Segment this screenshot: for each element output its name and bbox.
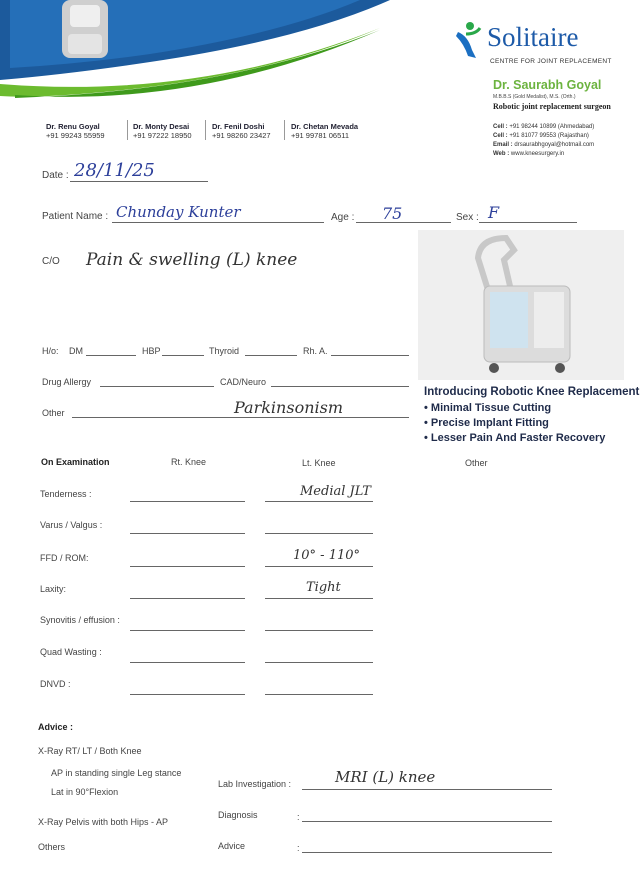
robot-ad-heading: Introducing Robotic Knee Replacement (424, 386, 640, 398)
rt-knee-line (130, 694, 245, 695)
diagnosis-colon: : (297, 812, 300, 822)
exam-row-lt-value: Medial JLT (300, 484, 371, 499)
xray-pelvis-label: X-Ray Pelvis with both Hips - AP (38, 817, 169, 827)
lt-knee-line (265, 630, 373, 631)
rt-knee-line (130, 533, 245, 534)
drug-allergy-line (100, 386, 214, 387)
sex-label: Sex : (456, 212, 479, 223)
patient-name-value: Chunday Kunter (116, 203, 241, 221)
clinic-tagline: CENTRE FOR JOINT REPLACEMENT (490, 58, 612, 65)
advice-colon: : (297, 843, 300, 853)
age-label: Age : (331, 212, 355, 223)
lab-investigation-line (302, 789, 552, 790)
lab-investigation-label: Lab Investigation : (218, 779, 292, 789)
xray-knee-label: X-Ray RT/ LT / Both Knee (38, 746, 142, 756)
exam-col-other: Other (465, 458, 488, 468)
exam-row-label: Quad Wasting : (40, 647, 102, 657)
contact-line: Web : www.kneesurgery.in (493, 151, 565, 157)
rt-knee-line (130, 598, 245, 599)
diagnosis-line (302, 821, 552, 822)
others-label: Others (38, 842, 66, 852)
exam-title: On Examination (41, 457, 110, 467)
exam-row-label: Varus / Valgus : (40, 520, 103, 530)
associate-doctor: Dr. Chetan Mevada +91 99781 06511 (291, 122, 359, 140)
patient-name-label: Patient Name : (42, 211, 109, 222)
other-label: Other (42, 408, 65, 418)
doctor-name: Dr. Saurabh Goyal (493, 78, 602, 92)
date-line (70, 181, 208, 182)
lt-knee-line (265, 533, 373, 534)
clinic-logo-icon (454, 20, 484, 60)
hbp-label: HBP (142, 346, 161, 356)
robot-ad-bullets (424, 401, 605, 446)
age-line (356, 222, 451, 223)
co-value: Pain & swelling (L) knee (86, 250, 298, 270)
exam-row-label: DNVD : (40, 679, 71, 689)
rt-knee-line (130, 662, 245, 663)
ho-label: H/o: (42, 346, 59, 356)
associate-doctor: Dr. Renu Goyal +91 99243 55959 (46, 122, 105, 140)
thyroid-label: Thyroid (209, 346, 240, 356)
ad-bullet: • Minimal Tissue Cutting (424, 402, 552, 414)
associate-doctor: Dr. Fenil Doshi +91 98260 23427 (212, 122, 271, 140)
rha-line (331, 355, 409, 356)
contact-line: Email : drsaurabhgoyal@hotmail.com (493, 142, 595, 148)
lt-knee-line (265, 662, 373, 663)
lab-investigation-value: MRI (L) knee (335, 768, 436, 786)
rt-knee-line (130, 630, 245, 631)
diagnosis-label: Diagnosis (218, 810, 258, 820)
dm-label: DM (69, 346, 83, 356)
ad-bullet: • Precise Implant Fitting (424, 417, 549, 429)
robot-ad-image (418, 230, 624, 380)
dm-line (86, 355, 136, 356)
contact-line: Cell : +91 81077 99553 (Rajasthan) (493, 133, 589, 139)
exam-col-rt: Rt. Knee (171, 457, 207, 467)
rt-knee-line (130, 501, 245, 502)
sex-value: F (488, 203, 500, 222)
exam-row-label: Tenderness : (40, 489, 92, 499)
patient-name-line (112, 222, 324, 223)
date-value: 28/11/25 (74, 160, 155, 181)
other-value: Parkinsonism (234, 398, 343, 417)
exam-row-lt-value: 10° - 110° (293, 548, 361, 563)
doctor-degrees: M.B.B.S (Gold Medalist), M.S. (Orth.) (493, 94, 576, 100)
advice-label: Advice (218, 841, 246, 851)
advice-title: Advice : (38, 722, 74, 732)
sex-line (479, 222, 577, 223)
lat-flexion-label: Lat in 90°Flexion (51, 787, 119, 797)
other-line (72, 417, 409, 418)
cad-line (271, 386, 409, 387)
ap-stance-label: AP in standing single Leg stance (51, 768, 182, 778)
thyroid-line (245, 355, 297, 356)
exam-row-label: FFD / ROM: (40, 553, 89, 563)
rha-label: Rh. A. (303, 346, 328, 356)
date-label: Date : (42, 170, 69, 181)
clinic-name: Solitaire (487, 22, 579, 52)
exam-row-label: Laxity: (40, 584, 67, 594)
drug-allergy-label: Drug Allergy (42, 377, 92, 387)
co-label: C/O (42, 256, 60, 267)
hbp-line (162, 355, 204, 356)
exam-row-lt-value: Tight (306, 580, 341, 595)
exam-col-lt: Lt. Knee (302, 458, 336, 468)
rt-knee-line (130, 566, 245, 567)
contact-line: Cell : +91 98244 10899 (Ahmedabad) (493, 124, 595, 130)
lt-knee-line (265, 501, 373, 502)
exam-row-label: Synovitis / effusion : (40, 615, 120, 625)
advice-line (302, 852, 552, 853)
lt-knee-line (265, 598, 373, 599)
lt-knee-line (265, 694, 373, 695)
contact-block (493, 123, 594, 159)
lt-knee-line (265, 566, 373, 567)
age-value: 75 (382, 204, 403, 223)
ad-bullet: • Lesser Pain And Faster Recovery (424, 432, 606, 444)
cad-label: CAD/Neuro (220, 377, 267, 387)
associate-doctor: Dr. Monty Desai +91 97222 18950 (133, 122, 192, 140)
doctor-title: Robotic joint replacement surgeon (493, 102, 611, 111)
